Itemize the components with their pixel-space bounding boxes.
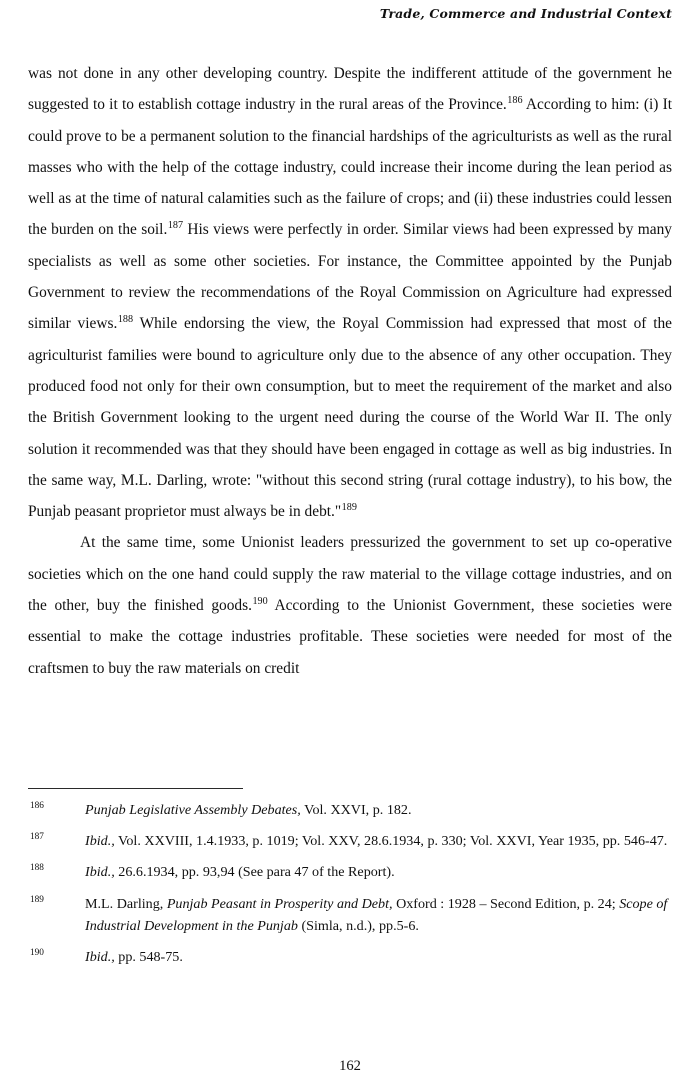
footnote-text: M.L. Darling, Punjab Peasant in Prosperity and Debt, Oxford : 1928 – Second Edition, p. 24; Scope of Industrial Development in the Punjab (Simla, n.d.), pp.5-6. [85, 895, 668, 934]
italic-title: Punjab Legislative Assembly Debates, [85, 802, 301, 818]
para-2: At the same time, some Unionist leaders pressurized the government to set up co-operative societies which on the one hand could supply the raw material to the village cottage industries, and on the other, buy the finished goods.$^{190}$ According to the Unionist Government, these societies were essential to make the cottage industries profitable. These societies were needed for most of the craftsmen to buy the raw materials on credit [28, 534, 672, 677]
footnote-reference-190: 190 [252, 595, 268, 607]
footnote-187 [28, 830, 672, 852]
footnote-reference-186: 186 [507, 95, 523, 107]
footnote-text: Ibid., pp. 548-75. [85, 949, 183, 966]
footnote-reference-189: 189 [341, 502, 357, 514]
footnote-number: 189 [30, 894, 44, 905]
footnote-separator-rule [28, 788, 243, 789]
footnote-number: 187 [30, 832, 44, 843]
para-1: was not done in any other developing country. Despite the indifferent attitude of the government he suggested to it to establish cottage industry in the rural areas of the Province.$^{186}$ According to him: (i) It could prove to be a permanent solution to the financial hardships of the agriculturists as well as the rural masses who with the help of the cottage industry, could increase their income during the lean period as well as at the time of natural calamities such as the failure of crops; and (ii) these industries could lessen the burden on the soil.$^{187}$ His views were perfectly in order. Similar views had been expressed by many specialists as well as some other societies. For instance, the Committee appointed by the Punjab Government to review the recommendations of the Royal Commission on Agriculture had expressed similar views.$^{188}$ While endorsing the view, the Royal Commission had expressed that most of the agriculturist families were bound to agriculture only due to the absence of any other occupation. They produced food not only for their own consumption, but to meet the requirement of the market and also the British Government looking to the urgent need during the course of the World War II. The only solution it recommended was that they should have been engaged in cottage as well as big industries. In the same way, M.L. Darling, wrote: "without this second string (rural cottage industry), to his bow, the Punjab peasant proprietor must always be in debt."$^{189}$ [28, 65, 673, 521]
footnote-text: Punjab Legislative Assembly Debates, Vol. XXVI, p. 182. [85, 802, 412, 818]
italic-title: Ibid., [85, 864, 115, 881]
italic-title: Scope of Industrial Development in the Punjab [85, 895, 668, 934]
footnote-number: 186 [30, 801, 44, 811]
footnote-number: 188 [30, 863, 44, 874]
footnote-189 [28, 893, 672, 937]
page-number: 162 [339, 1058, 361, 1074]
italic-title: Punjab Peasant in Prosperity and Debt, [166, 895, 393, 912]
footnote-reference-188: 188 [117, 314, 134, 326]
footnote-list [28, 799, 672, 968]
italic-title: Ibid., [85, 949, 115, 966]
body-text-block [28, 58, 672, 684]
footnote-text: Ibid., Vol. XXVIII, 1.4.1933, p. 1019; Vol. XXV, 28.6.1934, p. 330; Vol. XXVI, Year 1935, pp. 546-47. [85, 833, 668, 850]
footnote-number: 190 [30, 948, 44, 959]
footnote-reference-187: 187 [167, 220, 184, 232]
footnote-190 [28, 946, 672, 968]
footnote-section [28, 788, 672, 968]
footnote-text: Ibid., 26.6.1934, pp. 93,94 (See para 47 of the Report). [85, 864, 395, 881]
italic-title: Ibid., [85, 833, 115, 850]
footnote-188 [28, 861, 672, 883]
footnote-186 [28, 799, 672, 821]
running-header-title: Trade, Commerce and Industrial Context [379, 6, 672, 21]
